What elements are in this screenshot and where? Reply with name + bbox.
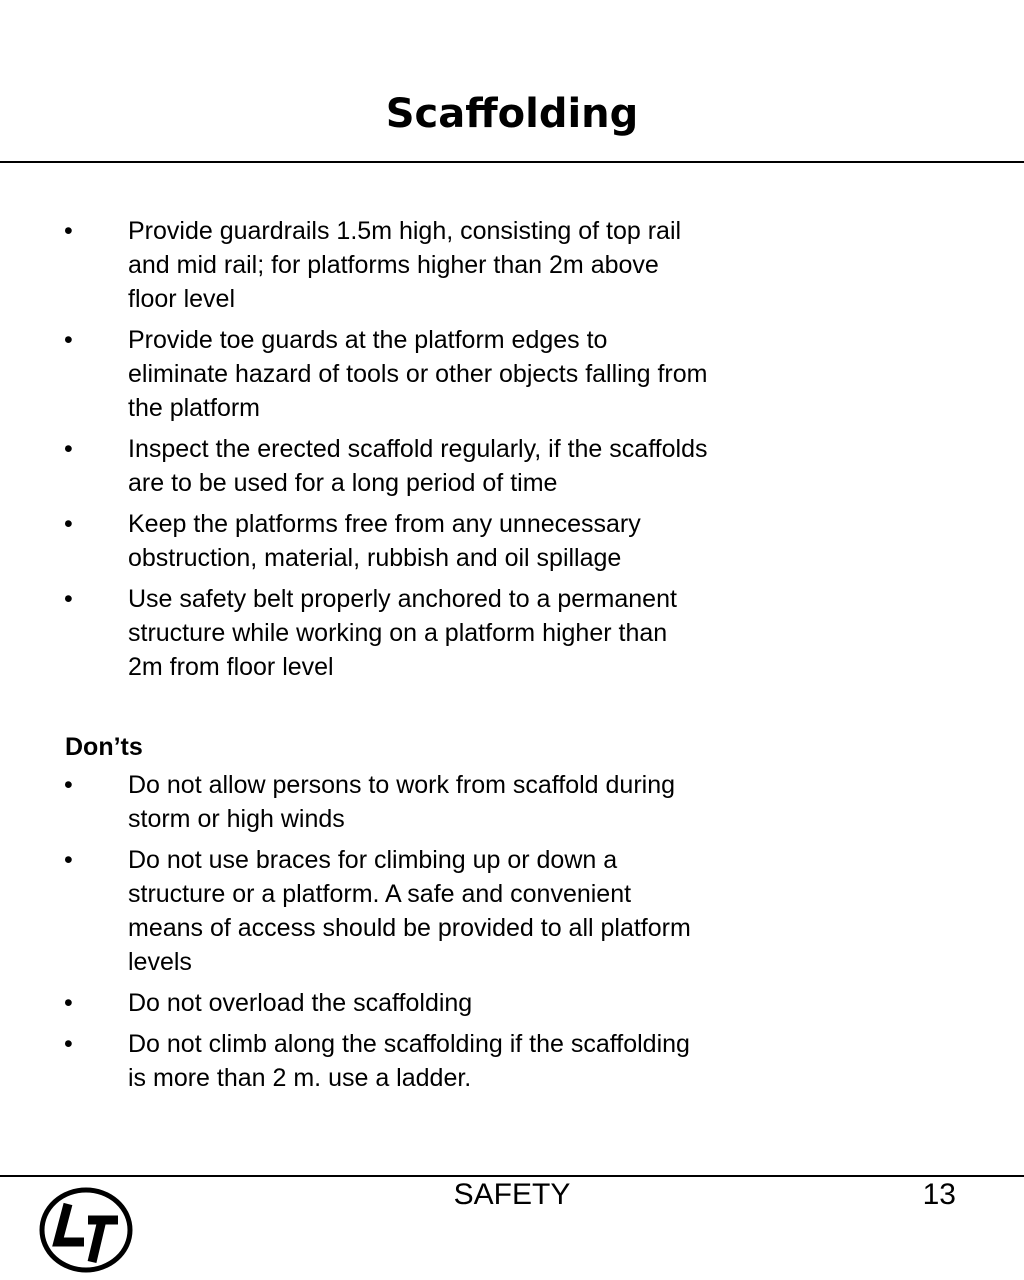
list-item [0,1027,708,1095]
bullet-icon: • [64,217,73,245]
list-item-text: Do not climb along the scaffolding if the scaffolding is more than 2 m. use a ladder. [128,1030,690,1092]
list-item [0,768,708,836]
page-number: 13 [922,1178,956,1211]
footer-label: SAFETY [453,1178,571,1211]
slide-content [0,214,1024,1102]
bullet-icon: • [64,1030,73,1058]
bullet-icon: • [64,771,73,799]
dos-list [0,214,1024,684]
bullet-icon: • [64,326,73,354]
donts-heading: Don’ts [65,733,143,761]
bullet-icon: • [64,435,73,463]
list-item [0,507,708,575]
bullet-icon: • [64,989,73,1017]
title-divider [0,161,1024,163]
list-item-text: Keep the platforms free from any unnecessary obstruction, material, rubbish and oil spillage [128,510,641,572]
list-item [0,214,708,316]
list-item-text: Do not allow persons to work from scaffold during storm or high winds [128,771,676,833]
donts-list [0,768,1024,1095]
list-item [0,986,708,1020]
list-item-text: Do not overload the scaffolding [128,989,473,1017]
list-item [0,323,708,425]
list-item [0,582,708,684]
list-item [0,843,708,979]
list-item-text: Provide guardrails 1.5m high, consisting of top rail and mid rail; for platforms higher than 2m above floor level [128,217,682,313]
bullet-icon: • [64,510,73,538]
bullet-icon: • [64,585,73,613]
bullet-icon: • [64,846,73,874]
slide-title: Scaffolding [385,91,639,137]
list-item-text: Do not use braces for climbing up or down a structure or a platform. A safe and convenient means of access should be provided to all platform levels [128,846,691,976]
list-item-text: Provide toe guards at the platform edges to eliminate hazard of tools or other objects falling from the platform [128,326,708,422]
list-item-text: Use safety belt properly anchored to a permanent structure while working on a platform higher than 2m from floor level [128,585,677,681]
list-item [0,432,708,500]
list-item-text: Inspect the erected scaffold regularly, if the scaffolds are to be used for a long period of time [128,435,708,497]
